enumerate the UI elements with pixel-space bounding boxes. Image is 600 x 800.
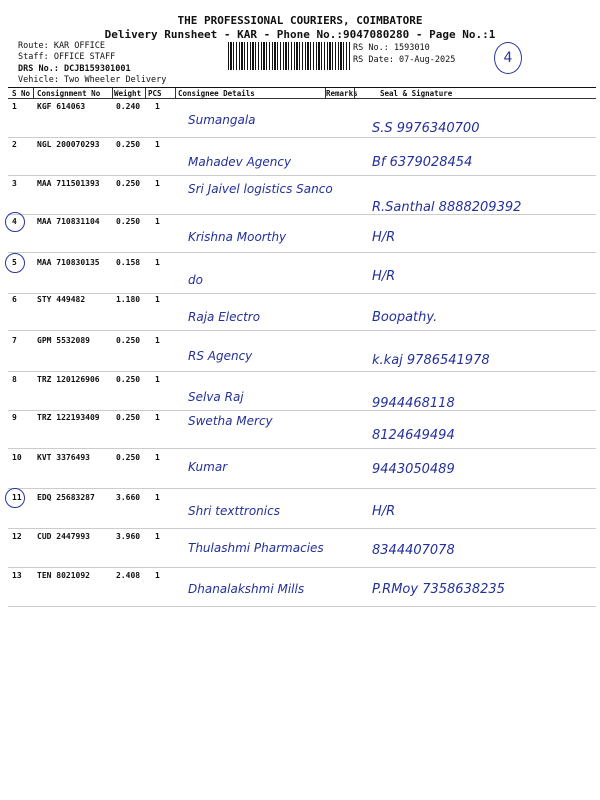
sno-circle-mark [5,488,25,508]
cell-signature: Boopathy. [372,310,438,325]
page-mark: 4 [494,42,522,74]
rs-number: RS No.: 1593010 [353,43,430,53]
cell-sno: 12 [12,532,22,541]
table-row [0,490,600,528]
table-row [0,333,600,371]
cell-pcs: 1 [155,217,160,226]
cell-pcs: 1 [155,179,160,188]
cell-consignment: STY 449482 [37,295,86,304]
cell-pcs: 1 [155,532,160,541]
table-row [0,214,600,252]
cell-weight: 2.408 [116,571,141,580]
cell-consignee: Sri Jaivel logistics Sanco [188,182,333,196]
cell-consignment: MAA 710831104 [37,217,100,226]
cell-consignee: Swetha Mercy [188,414,273,428]
cell-consignment: GPM 5532089 [37,336,90,345]
cell-consignment: TRZ 120126906 [37,375,100,384]
cell-signature: 9443050489 [372,462,455,477]
cell-pcs: 1 [155,571,160,580]
cell-weight: 0.250 [116,375,141,384]
cell-signature: H/R [372,504,396,519]
cell-pcs: 1 [155,258,160,267]
row-divider [8,252,596,253]
cell-pcs: 1 [155,453,160,462]
cell-weight: 0.250 [116,217,141,226]
cell-consignee: Mahadev Agency [188,155,292,169]
cell-sno: 9 [12,413,17,422]
table-row [0,450,600,488]
cell-sno: 3 [12,179,17,188]
cell-consignment: MAA 711501393 [37,179,100,188]
table-row [0,568,600,606]
cell-consignee: Thulashmi Pharmacies [188,541,324,555]
cell-consignment: EDQ 25683287 [37,493,95,502]
table-row [0,137,600,175]
cell-consignee: Kumar [188,460,228,474]
staff-label: Staff: OFFICE STAFF [18,52,116,62]
table-top-border [8,87,596,88]
cell-pcs: 1 [155,140,160,149]
row-divider [8,606,596,607]
table-row [0,176,600,214]
cell-consignee: Sumangala [188,113,256,127]
cell-weight: 0.250 [116,413,141,422]
cell-signature: H/R [372,230,396,245]
cell-sno: 5 [12,258,17,267]
cell-signature: 8124649494 [372,428,455,443]
col-remarks: Remarks [326,89,358,98]
cell-weight: 3.960 [116,532,141,541]
cell-weight: 0.158 [116,258,141,267]
cell-signature: R.Santhal 8888209392 [372,200,522,215]
cell-signature: H/R [372,269,396,284]
col-consignment: Consignment No [37,89,101,98]
col-sno: S No [12,89,31,98]
cell-signature: S.S 9976340700 [372,121,480,136]
cell-sno: 8 [12,375,17,384]
cell-signature: Bf 6379028454 [372,155,473,170]
cell-pcs: 1 [155,493,160,502]
cell-weight: 0.250 [116,453,141,462]
cell-sno: 10 [12,453,22,462]
table-row [0,255,600,293]
table-row [0,529,600,567]
barcode [228,42,350,70]
cell-pcs: 1 [155,336,160,345]
cell-weight: 3.660 [116,493,141,502]
company-title: THE PROFESSIONAL COURIERS, COIMBATORE [177,14,423,27]
cell-sno: 4 [12,217,17,226]
cell-consignee: Krishna Moorthy [188,230,287,244]
cell-sno: 11 [12,493,22,502]
route-label: Route: KAR OFFICE [18,41,105,51]
cell-consignment: NGL 200070293 [37,140,100,149]
cell-sno: 2 [12,140,17,149]
col-pcs: PCS [148,89,162,98]
cell-weight: 0.240 [116,102,141,111]
col-weight: Weight [114,89,142,98]
cell-pcs: 1 [155,375,160,384]
cell-sno: 6 [12,295,17,304]
cell-consignment: CUD 2447993 [37,532,90,541]
cell-consignment: TEN 8021092 [37,571,90,580]
cell-sno: 1 [12,102,17,111]
cell-weight: 1.180 [116,295,141,304]
cell-consignee: Shri texttronics [188,504,280,518]
cell-signature: 9944468118 [372,396,455,411]
cell-consignment: TRZ 122193409 [37,413,100,422]
table-row [0,372,600,410]
table-row [0,292,600,330]
cell-sno: 13 [12,571,22,580]
cell-pcs: 1 [155,413,160,422]
cell-consignee: RS Agency [188,349,253,363]
cell-weight: 0.250 [116,179,141,188]
row-divider [8,330,596,331]
runsheet-title: Delivery Runsheet - KAR - Phone No.:9047080280 - Page No.:1 [104,28,496,41]
cell-consignment: KVT 3376493 [37,453,90,462]
table-row [0,410,600,448]
cell-consignment: KGF 614063 [37,102,86,111]
cell-weight: 0.250 [116,336,141,345]
cell-pcs: 1 [155,295,160,304]
cell-consignee: Raja Electro [188,310,261,324]
rs-date: RS Date: 07-Aug-2025 [353,55,456,65]
row-divider [8,448,596,449]
col-consignee: Consignee Details [178,89,255,98]
table-row [0,99,600,137]
sno-circle-mark [5,253,25,273]
sno-circle-mark [5,212,25,232]
cell-consignee: Selva Raj [188,390,244,404]
cell-consignment: MAA 710830135 [37,258,100,267]
cell-signature: P.RMoy 7358638235 [372,582,505,597]
cell-consignee: Dhanalakshmi Mills [188,582,305,596]
cell-pcs: 1 [155,102,160,111]
cell-signature: k.kaj 9786541978 [372,353,490,368]
drs-label: DRS No.: DCJB159301001 [18,64,131,74]
cell-signature: 8344407078 [372,543,455,558]
vehicle-label: Vehicle: Two Wheeler Delivery [18,75,167,85]
row-divider [8,488,596,489]
cell-weight: 0.250 [116,140,141,149]
col-seal: Seal & Signature [380,89,453,98]
cell-sno: 7 [12,336,17,345]
cell-consignee: do [188,273,203,287]
